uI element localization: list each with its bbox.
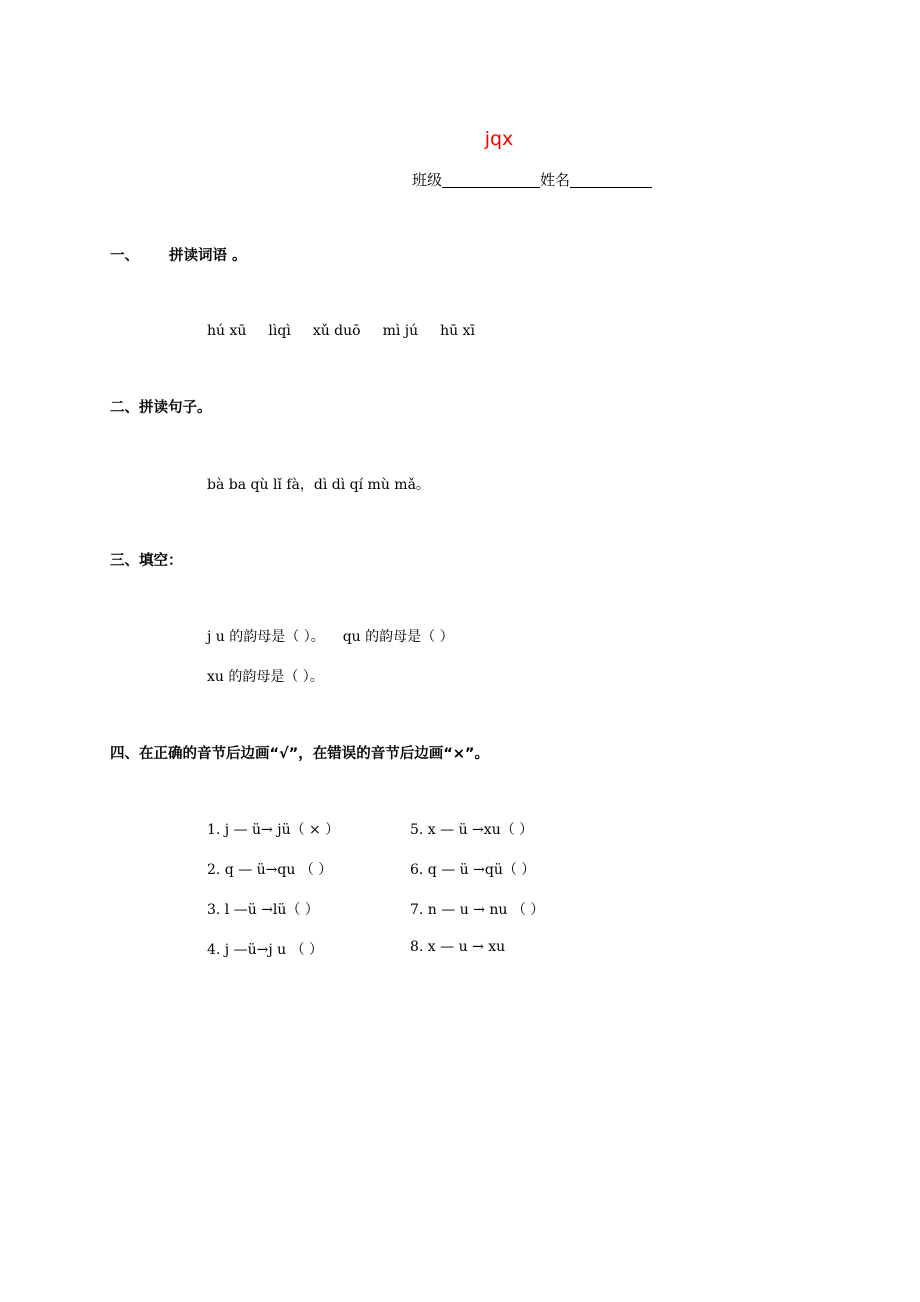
- name-blank[interactable]: [570, 171, 652, 188]
- list-item: 5. x — ü →xu（ ）: [410, 822, 534, 838]
- section2-sentence: bà ba qù lǐ fà，dì dì qí mù mǎ。: [207, 477, 430, 493]
- list-item: 6. q — ü →qü（ ）: [410, 862, 536, 878]
- section2-heading: 二、拼读句子。: [110, 400, 212, 416]
- section1-words: [207, 323, 497, 339]
- pinyin-word: hú xū: [207, 323, 247, 339]
- name-label: 姓名: [540, 171, 571, 189]
- pinyin-word: lìqì: [268, 323, 291, 339]
- class-label: 班级: [412, 171, 443, 189]
- list-item: 7. n — u → nu （ ）: [410, 902, 545, 918]
- fill-blank-qu: qu 的韵母是（ ）: [342, 629, 454, 645]
- section1-heading-num: 一、: [110, 248, 139, 264]
- list-item: 8. x — u → xu: [410, 939, 506, 955]
- section1-heading: [110, 244, 247, 265]
- section4-heading: 四、在正确的音节后边画“√”，在错误的音节后边画“×”。: [110, 746, 489, 762]
- pinyin-word: xǔ duō: [312, 323, 361, 339]
- list-item: 3. l —ü →lü（ ）: [207, 902, 319, 918]
- list-item: 4. j —ü→j u （ ）: [207, 942, 324, 958]
- pinyin-word: mì jú: [382, 323, 419, 339]
- section3-line1: [207, 626, 454, 646]
- list-item: 2. q — ü→qu （ ）: [207, 862, 333, 878]
- list-item: 1. j — ü→ jü（ × ）: [207, 822, 340, 838]
- pinyin-word: hū xī: [440, 323, 476, 339]
- section1-heading-text: 拼读词语 。: [169, 248, 247, 264]
- class-blank[interactable]: [442, 171, 540, 188]
- section3-heading: 三、填空：: [110, 553, 183, 569]
- section3-line2: xu 的韵母是（ ）。: [207, 669, 324, 685]
- student-info: [412, 169, 652, 190]
- fill-blank-ju: j u 的韵母是（ ）。: [207, 629, 325, 645]
- document-title: jqx: [484, 128, 514, 150]
